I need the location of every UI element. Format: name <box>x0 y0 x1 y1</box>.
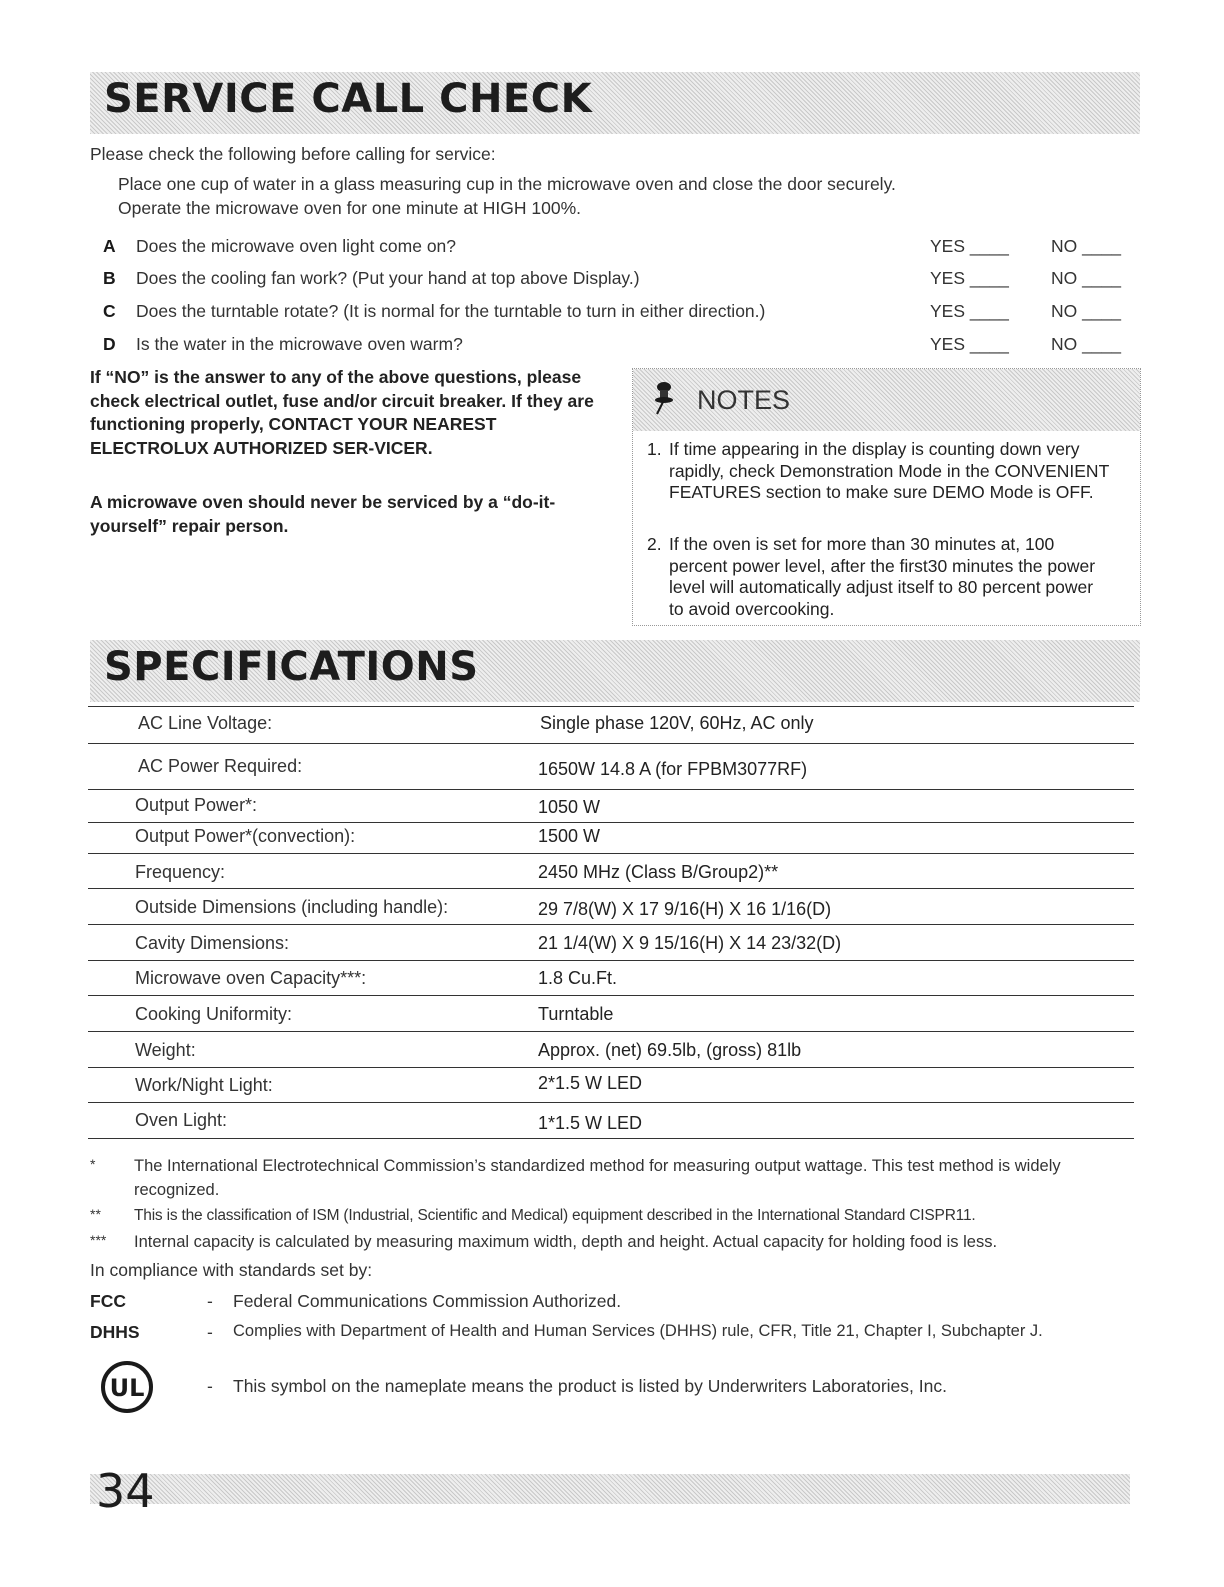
spec-label: Work/Night Light: <box>135 1075 273 1095</box>
note-text: If the oven is set for more than 30 minutes at, 100 percent power level, after the first30 minutes the power level will automatically adjust itself to 80 percent power to avoid overcooking. <box>669 534 1096 619</box>
footnote-text: The International Electrotechnical Commission’s standardized method for measuring output wattage. This test method is widely recognized. <box>134 1157 1061 1199</box>
spec-value: Approx. (net) 69.5lb, (gross) 81lb <box>538 1040 802 1060</box>
spec-rule <box>88 1067 1134 1068</box>
spec-label: AC Line Voltage: <box>138 713 273 733</box>
notes-header <box>633 369 1140 431</box>
spec-label: Outside Dimensions (including handle): <box>135 897 449 917</box>
spec-rule <box>88 789 1134 790</box>
spec-value: 2450 MHz (Class B/Group2)** <box>538 862 779 882</box>
spec-value: 2*1.5 W LED <box>538 1073 643 1093</box>
spec-rule <box>88 706 1134 707</box>
footnote-mark: *** <box>90 1232 107 1248</box>
spec-rule <box>88 822 1134 823</box>
spec-label: Cooking Uniformity: <box>135 1004 293 1024</box>
question-no-blank: NO ____ <box>1051 301 1122 321</box>
spec-value: 1650W 14.8 A (for FPBM3077RF) <box>538 759 808 779</box>
spec-value: 1050 W <box>538 797 601 817</box>
spec-rule <box>88 853 1134 854</box>
spec-value: 29 7/8(W) X 17 9/16(H) X 16 1/16(D) <box>538 899 832 919</box>
repair-warning: A microwave oven should never be serviced by a “do-it-yourself” repair person. <box>90 492 556 536</box>
note-text: If time appearing in the display is counting down very rapidly, check Demonstration Mode in the CONVENIENT FEATURES section to make sure DEMO Mode is OFF. <box>669 439 1109 502</box>
footnote-text: This is the classification of ISM (Industrial, Scientific and Medical) equipment described in the International Standard CISPR11. <box>134 1207 976 1224</box>
spec-label: Microwave oven Capacity***: <box>135 968 367 988</box>
ul-logo-text: UL <box>109 1374 145 1402</box>
compliance-key: DHHS <box>90 1322 140 1342</box>
question-no-blank: NO ____ <box>1051 268 1122 288</box>
compliance-intro: In compliance with standards set by: <box>90 1260 373 1280</box>
question-letter: B <box>103 268 116 288</box>
service-intro: Please check the following before calling for service: <box>90 144 496 164</box>
spec-label: Output Power*(convection): <box>135 826 356 846</box>
spec-rule <box>88 960 1134 961</box>
spec-value: 1*1.5 W LED <box>538 1113 643 1133</box>
question-yes-blank: YES ____ <box>930 334 1009 354</box>
ul-dash: - <box>207 1376 213 1396</box>
page-number: 34 <box>96 1464 155 1518</box>
spec-label: Output Power*: <box>135 795 258 815</box>
spec-rule <box>88 1138 1134 1139</box>
question-letter: D <box>103 334 116 354</box>
question-text: Does the microwave oven light come on? <box>136 236 457 256</box>
page-footer-bar <box>90 1474 1130 1504</box>
service-call-check-banner <box>90 72 1140 134</box>
specifications-banner <box>90 640 1140 702</box>
spec-rule <box>88 1102 1134 1103</box>
question-letter: A <box>103 236 116 256</box>
service-instruction-2: Operate the microwave oven for one minute at HIGH 100%. <box>118 198 582 218</box>
spec-label: Oven Light: <box>135 1110 228 1130</box>
note-number: 1. <box>647 439 662 459</box>
question-letter: C <box>103 301 116 321</box>
notes-box <box>632 368 1141 626</box>
spec-label: Weight: <box>135 1040 196 1060</box>
spec-label: AC Power Required: <box>138 756 303 776</box>
footnote-text: Internal capacity is calculated by measuring maximum width, depth and height. Actual capacity for holding food is less. <box>134 1233 998 1251</box>
spec-value: 1.8 Cu.Ft. <box>538 968 618 988</box>
spec-rule <box>88 888 1134 889</box>
question-yes-blank: YES ____ <box>930 236 1009 256</box>
compliance-dash: - <box>207 1322 213 1342</box>
question-text: Does the cooling fan work? (Put your hand at top above Display.) <box>136 268 640 288</box>
service-warning: If “NO” is the answer to any of the above questions, please check electrical outlet, fuse and/or circuit breaker. If they are functioning properly, CONTACT YOUR NEAREST ELECTROLUX AUTHORIZED SER-VICER. <box>90 367 594 458</box>
ul-listed-logo <box>93 1360 161 1414</box>
spec-value: Turntable <box>538 1004 614 1024</box>
compliance-key: FCC <box>90 1291 126 1311</box>
question-text: Does the turntable rotate? (It is normal for the turntable to turn in either direction.) <box>136 301 766 321</box>
question-no-blank: NO ____ <box>1051 334 1122 354</box>
question-text: Is the water in the microwave oven warm? <box>136 334 463 354</box>
spec-rule <box>88 1031 1134 1032</box>
footnote-mark: ** <box>90 1206 101 1222</box>
spec-rule <box>88 995 1134 996</box>
spec-rule <box>88 743 1134 744</box>
note-number: 2. <box>647 534 662 554</box>
question-no-blank: NO ____ <box>1051 236 1122 256</box>
spec-label: Frequency: <box>135 862 226 882</box>
spec-value: 21 1/4(W) X 9 15/16(H) X 14 23/32(D) <box>538 933 842 953</box>
question-yes-blank: YES ____ <box>930 268 1009 288</box>
compliance-dash: - <box>207 1291 213 1311</box>
pushpin-icon <box>651 381 675 415</box>
service-call-check-title: SERVICE CALL CHECK <box>104 76 593 122</box>
compliance-text: Complies with Department of Health and Human Services (DHHS) rule, CFR, Title 21, Chapter I, Subchapter J. <box>233 1322 1043 1340</box>
ul-text: This symbol on the nameplate means the product is listed by Underwriters Laboratories, Inc. <box>233 1376 947 1396</box>
spec-label: Cavity Dimensions: <box>135 933 290 953</box>
compliance-text: Federal Communications Commission Authorized. <box>233 1291 622 1311</box>
spec-value: 1500 W <box>538 826 601 846</box>
footnote-mark: * <box>90 1156 96 1172</box>
service-instruction-1: Place one cup of water in a glass measuring cup in the microwave oven and close the door securely. <box>118 174 896 194</box>
spec-rule <box>88 924 1134 925</box>
notes-title: NOTES <box>697 385 791 415</box>
specifications-title: SPECIFICATIONS <box>104 644 479 690</box>
spec-value: Single phase 120V, 60Hz, AC only <box>540 713 814 733</box>
question-yes-blank: YES ____ <box>930 301 1009 321</box>
